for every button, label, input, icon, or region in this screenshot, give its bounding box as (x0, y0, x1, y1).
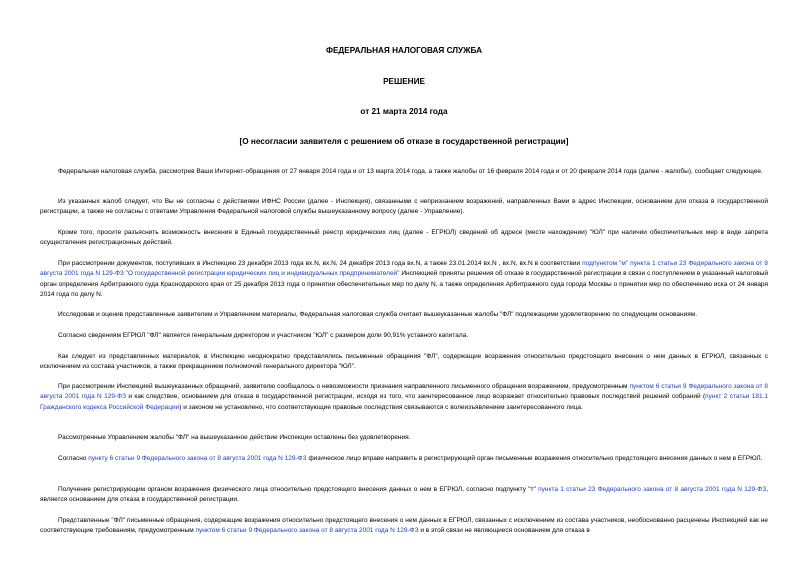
paragraph-12-text-b: и в этой связи не являющиеся основанием для отказа в (418, 527, 590, 535)
agency-heading: ФЕДЕРАЛЬНАЯ НАЛОГОВАЯ СЛУЖБА (325, 46, 483, 55)
paragraph-6: Согласно сведениям ЕГРЮЛ "ФЛ" является генеральным директором и участником "ЮЛ" с размером доли 90,91% уставного капитала. (58, 332, 469, 339)
paragraph-11-text-b: , является основанием для отказа в государственной регистрации. (40, 486, 768, 504)
law-link-article-9-point-6-c[interactable]: пунктом 6 статьи 9 Федерального закона от 8 августа 2001 года N 129-ФЗ (195, 527, 419, 535)
document-date: от 21 марта 2014 года (360, 107, 448, 116)
paragraph-2: Из указанных жалоб следует, что Вы не согласны с действиями ИФНС России (далее - Инспекция), связанными с непризнанием возражений, направленных Вами в адрес Инспекции, основанием для отказа в государственной регистрации, а также не согласны с ответами Управления Федеральной налоговой службы вышеуказанному вопросу (далее - Управление). (40, 198, 768, 216)
document-type-heading: РЕШЕНИЕ (383, 77, 425, 86)
paragraph-12-text-a: Представленные "ФЛ" письменные обращения, содержащие возражения относительно предстоящего внесения о нем данных в ЕГРЮЛ, связанных с исключением из состава участников, необоснованно расценены Инспекцией как не соответствующие требованиям, предусмотренным (40, 517, 768, 535)
paragraph-5: Исследовав и оценив представленные заявителем и Управлением материалы, Федеральная налоговая служба считает вышеуказанные жалобы "ФЛ" подлежащими удовлетворению по следующим основаниям. (58, 311, 698, 318)
document-subject: [О несогласии заявителя с решением об отказе в государственной регистрации] (239, 137, 569, 146)
law-link-article-9-point-6[interactable]: пунктом 6 статьи 9 Федерального закона от 8 августа 2001 года N 129-ФЗ (40, 383, 768, 401)
paragraph-10-text-b: физическое лицо вправе направить в регистрирующий орган письменные возражения относительно предстоящего внесения данных о нем в ЕГРЮЛ. (306, 455, 763, 462)
paragraph-9: Рассмотренные Управлением жалобы "ФЛ" на вышеуказанное действие Инспекции оставлены без удовлетворения. (58, 434, 411, 441)
paragraph-4-text-a: При рассмотрении документов, поступивших в Инспекцию 23 декабря 2013 года вх.N, вх.N, 24 декабря 2013 года вх.N, а также 23.01.2014 вх.N , вх.N, вх.N в соответствии (58, 260, 583, 267)
paragraph-8-text-c: ) и законом не установлено, что соответствующие правовые последствия связываются с волеизъявлением заинтересованного лица. (179, 403, 583, 411)
paragraph-11-text-a: Получение регистрирующим органом возражения физического лица относительно предстоящего внесения данных о нем в ЕГРЮЛ, согласно подпункту "т" (58, 486, 539, 493)
paragraph-8-text-a: При рассмотрении Инспекцией вышеуказанных обращений, заявителю сообщалось о невозможности признания направленного письменного обращения возражением, предусмотренным (58, 383, 630, 390)
paragraph-11 (40, 485, 768, 506)
paragraph-4-text-b: Инспекцией приняты решения об отказе в государственной регистрации в связи с поступлением в указанный налоговый орган определения Арбитражного суда Краснодарского края от 25 декабря 2013 года о принятии обеспечительных мер по делу N, а также определения Арбитражного суда города Москвы о принятии мер по обеспечению иска от 24 января 2014 года по делу N. (40, 270, 768, 299)
paragraph-12 (40, 516, 768, 537)
law-link-article-23-point-1[interactable]: пункта 1 статьи 23 Федерального закона от 8 августа 2001 года N 129-ФЗ (538, 486, 767, 493)
paragraph-10-text-a: Согласно (58, 455, 89, 462)
civil-code-link[interactable]: пункт 2 статьи 181.1 Гражданского кодекса Российской Федерации (40, 393, 768, 411)
paragraph-10 (40, 454, 768, 464)
paragraph-3: Кроме того, просите разъяснить возможность внесения в Единый государственный реестр юридических лиц (далее - ЕГРЮЛ) сведений об адресе (месте нахождении) "ЮЛ" при наличии обеспечительных мер в виде запрета осуществления регистрационных действий. (40, 229, 768, 247)
law-link-article-9-point-6-b[interactable]: пункту 6 статьи 9 Федерального закона от 8 августа 2001 года N 129-ФЗ (88, 455, 307, 462)
paragraph-8-text-b: и как следствие, основанием для отказа в государственной регистрации, исходя из того, что заинтересованное лицо возражает относительно правовых последствий решений собраний ( (126, 393, 706, 401)
paragraph-1: Федеральная налоговая служба, рассмотрев Ваши Интернет-обращения от 27 января 2014 года и от 13 марта 2014 года, а также жалобы от 16 февраля 2014 года и от 20 февраля 2014 года (далее - жалобы), сообщает следующее. (58, 168, 763, 175)
paragraph-4 (40, 259, 768, 301)
paragraph-8 (40, 382, 768, 413)
paragraph-7: Как следует из представленных материалов, в Инспекцию неоднократно представлялись письменные обращения "ФЛ", содержащие возражения относительно предстоящего внесения о нем данных в ЕГРЮЛ, связанных с исключением из состава участников, а также прекращением полномочий генерального директора "ЮЛ". (40, 353, 768, 371)
law-link-subparagraph-m[interactable]: подпунктом "м" пункта 1 статьи 23 Федерального закона от 8 августа 2001 года N 129-ФЗ "О государственной регистрации юридических лиц и индивидуальных предпринимателей" (40, 260, 768, 278)
